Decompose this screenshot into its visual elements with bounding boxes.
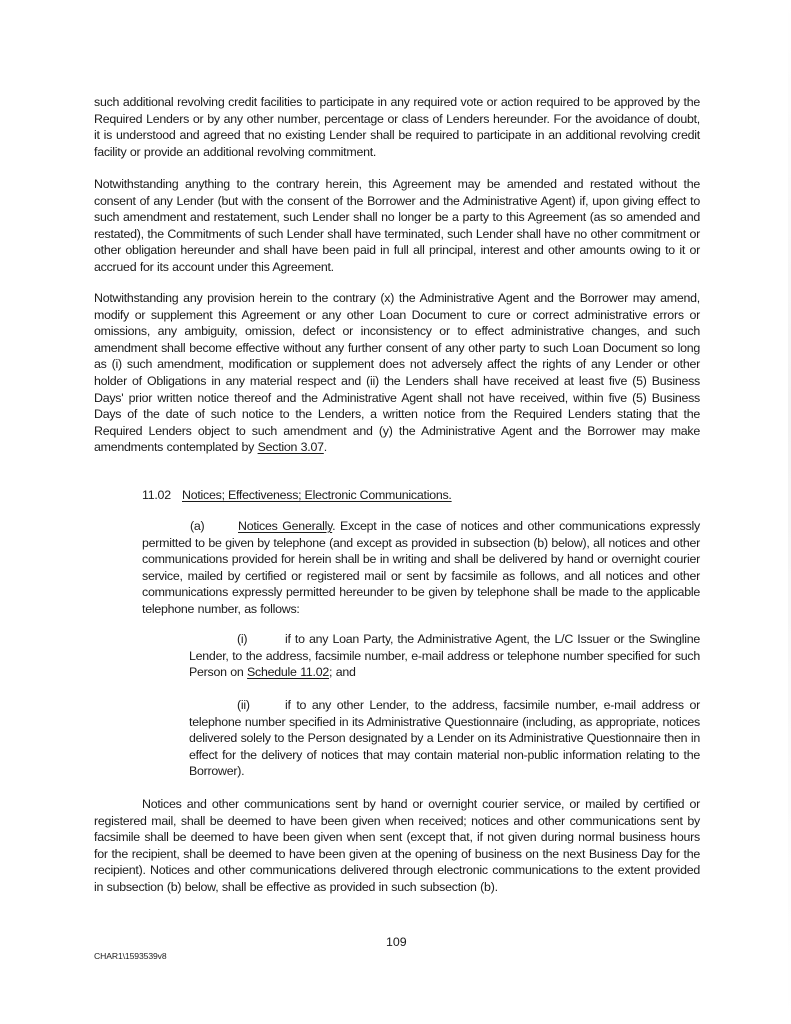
paragraph-administrative-changes bbox=[94, 290, 700, 456]
item-end: ; and bbox=[329, 665, 356, 680]
subsection-text: Except in the case of notices and other communications expressly permitted to be given by telephone (and except as provided in subsection (b) below), all notices and other communications provided for herein shall be in writing and shall be delivered by hand or overnight courier service, mailed by certified or registered mail or sent by facsimile as follows, and all notices and other communications expressly permitted hereunder to be given by telephone shall be made to the applicable telephone number, as follows: bbox=[142, 519, 700, 616]
item-text: if to any other Lender, to the address, facsimile number, e-mail address or telephone number specified in its Administrative Questionnaire (including, as appropriate, notices delivered solely to the Person designated by a Lender on its Administrative Questionnaire then in effect for the delivery of notices that may contain material non-public information relating to the Borrower). bbox=[189, 698, 700, 779]
list-item-ii bbox=[189, 697, 700, 780]
list-item-i bbox=[189, 631, 700, 681]
section-title: Notices; Effectiveness; Electronic Communications. bbox=[182, 488, 452, 502]
item-text: if to any Loan Party, the Administrative Agent, the L/C Issuer or the Swingline Lender, to the address, facsimile number, e-mail address or telephone number specified for such Person on bbox=[189, 632, 700, 680]
section-heading bbox=[142, 487, 452, 504]
document-id: CHAR1\1593539v8 bbox=[94, 951, 167, 961]
paragraph-amend-restate: Notwithstanding anything to the contrary herein, this Agreement may be amended and restated without the consent of any Lender (but with the consent of the Borrower and the Administrative Agent) if, upon giving effect to such amendment and restatement, such Lender shall no longer be a party to this Agreement (as so amended and restated), the Commitments of such Lender shall have terminated, such Lender shall have no other commitment or other obligation hereunder and shall have been paid in full all principal, interest and other amounts owing to it or accrued for its account under this Agreement. bbox=[94, 177, 700, 274]
section-reference-link: Section 3.07 bbox=[257, 440, 324, 455]
item-label: (i) bbox=[237, 632, 248, 646]
page-number: 109 bbox=[386, 935, 407, 949]
section-number: 11.02 bbox=[142, 488, 171, 502]
subsection-title: Notices Generally bbox=[238, 519, 333, 533]
paragraph-end: . bbox=[323, 440, 327, 455]
paragraph-notice-effectiveness: Notices and other communications sent by hand or overnight courier service, or mailed by certified or registered mail, shall be deemed to have been given when received; notices and other communications sent by facsimile shall be deemed to have been given when sent (except that, if not given during normal business hours for the recipient, shall be deemed to have been given at the opening of business on the next Business Day for the recipient). Notices and other communications delivered through electronic communications to the extent provided in subsection (b) below, shall be effective as provided in such subsection (b). bbox=[94, 797, 700, 894]
paragraph-revolving-credit: such additional revolving credit facilities to participate in any required vote or action required to be approved by the Required Lenders or by any other number, percentage or class of Lenders hereunder. For the avoidance of doubt, it is understood and agreed that no existing Lender shall be required to participate in an additional revolving credit facility or provide an additional revolving commitment. bbox=[94, 95, 700, 159]
subsection-label: (a) bbox=[190, 519, 205, 533]
subsection-a bbox=[142, 518, 700, 618]
paragraph-text: Notwithstanding any provision herein to the contrary (x) the Administrative Agent and the Borrower may amend, modify or supplement this Agreement or any other Loan Document to cure or correct administrative errors or omissions, any ambiguity, omission, defect or inconsistency or to effect administrative changes, and such amendment shall become effective without any further consent of any other party to such Loan Document so long as (i) such amendment, modification or supplement does not adversely affect the rights of any Lender or other holder of Obligations in any material respect and (ii) the Lenders shall have received at least five (5) Business Days' prior written notice thereof and the Administrative Agent shall not have received, within five (5) Business Days of the date of such notice to the Lenders, a written notice from the Required Lenders stating that the Required Lenders object to such amendment and (y) the Administrative Agent and the Borrower may make amendments contemplated by bbox=[94, 291, 700, 455]
subsection-title-end: . bbox=[332, 519, 336, 533]
item-label: (ii) bbox=[237, 698, 250, 712]
schedule-reference-link: Schedule 11.02 bbox=[247, 665, 330, 680]
